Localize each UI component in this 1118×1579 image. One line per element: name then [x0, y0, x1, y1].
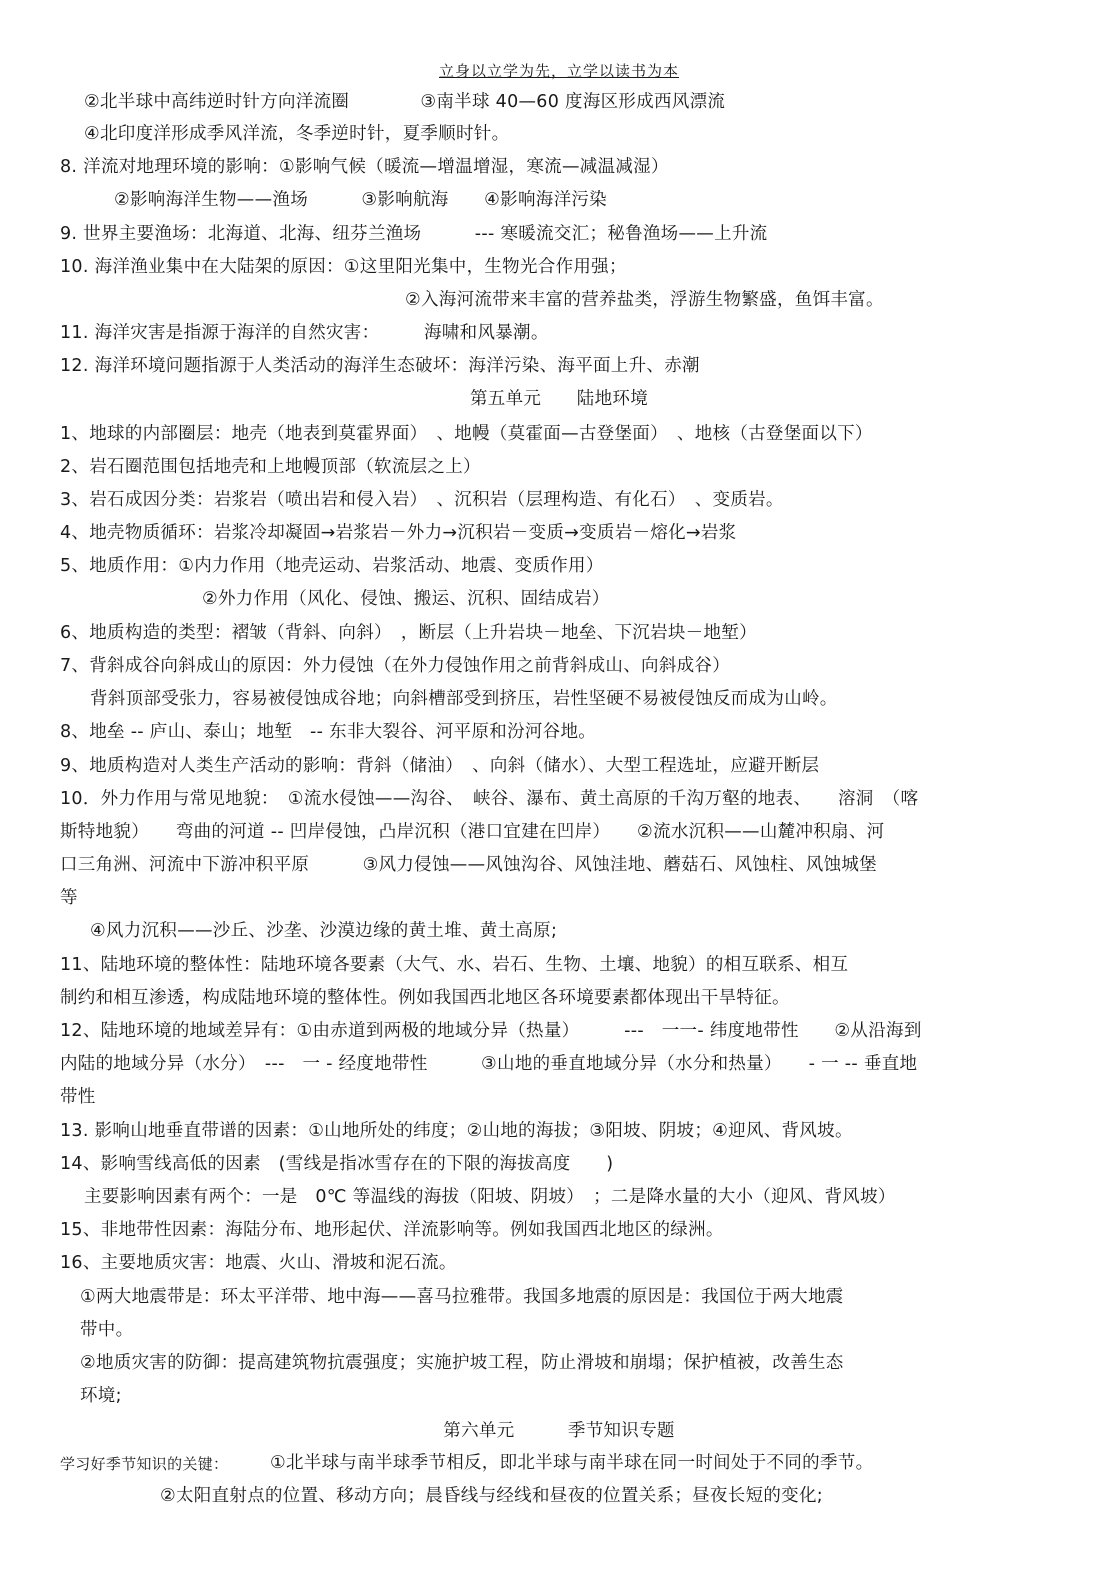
text-line: 斯特地貌） 弯曲的河道 -- 凹岸侵蚀，凸岸沉积（港口宜建在凹岸） ②流水沉积——山麓冲积扇、河 [60, 822, 885, 842]
text-line: 4、地壳物质循环：岩浆冷却凝固→岩浆岩－外力→沉积岩－变质→变质岩－熔化→岩浆 [60, 523, 737, 543]
text-line: 6、地质构造的类型：褶皱（背斜、向斜） ，断层（上升岩块－地垒、下沉岩块－地堑） [60, 623, 757, 643]
text-line: 环境; [80, 1386, 122, 1406]
text-line: 学习好季节知识的关键： [60, 1455, 229, 1473]
text-line: 16、主要地质灾害：地震、火山、滑坡和泥石流。 [60, 1253, 457, 1273]
text-line: 带中。 [80, 1320, 134, 1340]
text-line: 内陆的地域分异（水分） --- 一 - 经度地带性 ③山地的垂直地域分异（水分和热量） - 一 -- 垂直地 [60, 1054, 918, 1074]
text-line: 10. 海洋渔业集中在大陆架的原因：①这里阳光集中，生物光合作用强； [60, 257, 627, 277]
section-title: 第六单元 季节知识专题 [443, 1421, 675, 1441]
text-line: 主要影响因素有两个：一是 0℃ 等温线的海拔（阳坡、阴坡） ；二是降水量的大小（迎风、背风坡） [84, 1187, 896, 1207]
text-line: ②地质灾害的防御：提高建筑物抗震强度；实施护坡工程，防止滑坡和崩塌；保护植被，改善生态 [80, 1353, 844, 1373]
text-line: 带性 [60, 1087, 96, 1107]
text-line: 11. 海洋灾害是指源于海洋的自然灾害： 海啸和风暴潮。 [60, 323, 549, 343]
text-line: ②北半球中高纬逆时针方向洋流圈 ③南半球 40—60 度海区形成西风漂流 [84, 92, 726, 112]
text-line: 9、地质构造对人类生产活动的影响：背斜（储油） 、向斜（储水）、大型工程选址，应避开断层 [60, 756, 820, 776]
text-line: 3、岩石成因分类：岩浆岩（喷出岩和侵入岩） 、沉积岩（层理构造、有化石） 、变质岩。 [60, 490, 784, 510]
text-line: ④风力沉积——沙丘、沙垄、沙漠边缘的黄土堆、黄土高原; [90, 921, 558, 941]
text-line: ②太阳直射点的位置、移动方向；晨昏线与经线和昼夜的位置关系；昼夜长短的变化; [160, 1486, 823, 1506]
text-line: 8、地垒 -- 庐山、泰山；地堑 -- 东非大裂谷、河平原和汾河谷地。 [60, 722, 597, 742]
text-line: ②外力作用（风化、侵蚀、搬运、沉积、固结成岩） [202, 589, 610, 609]
text-line: 14、影响雪线高低的因素 (雪线是指冰雪存在的下限的海拔高度 ) [60, 1154, 614, 1174]
text-line: ④北印度洋形成季风洋流，冬季逆时针，夏季顺时针。 [84, 124, 510, 144]
text-line: ②影响海洋生物——渔场 ③影响航海 ④影响海洋污染 [114, 190, 607, 210]
text-line: 5、地质作用：①内力作用（地壳运动、岩浆活动、地震、变质作用） [60, 556, 604, 576]
text-line: 1、地球的内部圈层：地壳（地表到莫霍界面） 、地幔（莫霍面—古登堡面） 、地核（古登堡面以下） [60, 424, 873, 444]
text-line: 12. 海洋环境问题指源于人类活动的海洋生态破坏：海洋污染、海平面上升、赤潮 [60, 356, 700, 376]
text-line: ①两大地震带是：环太平洋带、地中海——喜马拉雅带。我国多地震的原因是：我国位于两大地震 [80, 1287, 844, 1307]
text-line: ①北半球与南半球季节相反，即北半球与南半球在同一时间处于不同的季节。 [270, 1453, 874, 1473]
text-line: 13. 影响山地垂直带谱的因素：①山地所处的纬度；②山地的海拔；③阳坡、阴坡；④迎风、背风坡。 [60, 1121, 853, 1141]
text-line: 8. 洋流对地理环境的影响：①影响气候（暖流—增温增湿，寒流—减温减湿） [60, 157, 669, 177]
text-line: 7、背斜成谷向斜成山的原因：外力侵蚀（在外力侵蚀作用之前背斜成山、向斜成谷） [60, 656, 731, 676]
text-line: 背斜顶部受张力，容易被侵蚀成谷地；向斜槽部受到挤压，岩性坚硬不易被侵蚀反而成为山岭。 [90, 689, 838, 709]
page-header [0, 60, 1118, 81]
text-line: 制约和相互渗透，构成陆地环境的整体性。例如我国西北地区各环境要素都体现出干旱特征。 [60, 988, 790, 1008]
text-line: 9. 世界主要渔场：北海道、北海、纽芬兰渔场 --- 寒暖流交汇；秘鲁渔场——上升流 [60, 224, 768, 244]
text-line: 2、岩石圈范围包括地壳和上地幔顶部（软流层之上） [60, 457, 481, 477]
text-line: 10．外力作用与常见地貌： ①流水侵蚀——沟谷、 峡谷、瀑布、黄土高原的千沟万壑的地表、 溶洞 （喀 [60, 789, 919, 809]
text-line: 11、陆地环境的整体性：陆地环境各要素（大气、水、岩石、生物、土壤、地貌）的相互联系、相互 [60, 955, 849, 975]
section-title: 第五单元 陆地环境 [470, 389, 648, 409]
header-text: 立身以立学为先，立学以读书为本 [438, 62, 679, 80]
text-line: 12、陆地环境的地域差异有：①由赤道到两极的地域分异（热量） --- 一一- 纬度地带性 ②从沿海到 [60, 1021, 922, 1041]
text-line: 等 [60, 888, 78, 908]
text-line: 口三角洲、河流中下游冲积平原 ③风力侵蚀——风蚀沟谷、风蚀洼地、蘑菇石、风蚀柱、风蚀城堡 [60, 855, 877, 875]
text-line: 15、非地带性因素：海陆分布、地形起伏、洋流影响等。例如我国西北地区的绿洲。 [60, 1220, 724, 1240]
text-line: ②入海河流带来丰富的营养盐类，浮游生物繁盛，鱼饵丰富。 [405, 290, 884, 310]
